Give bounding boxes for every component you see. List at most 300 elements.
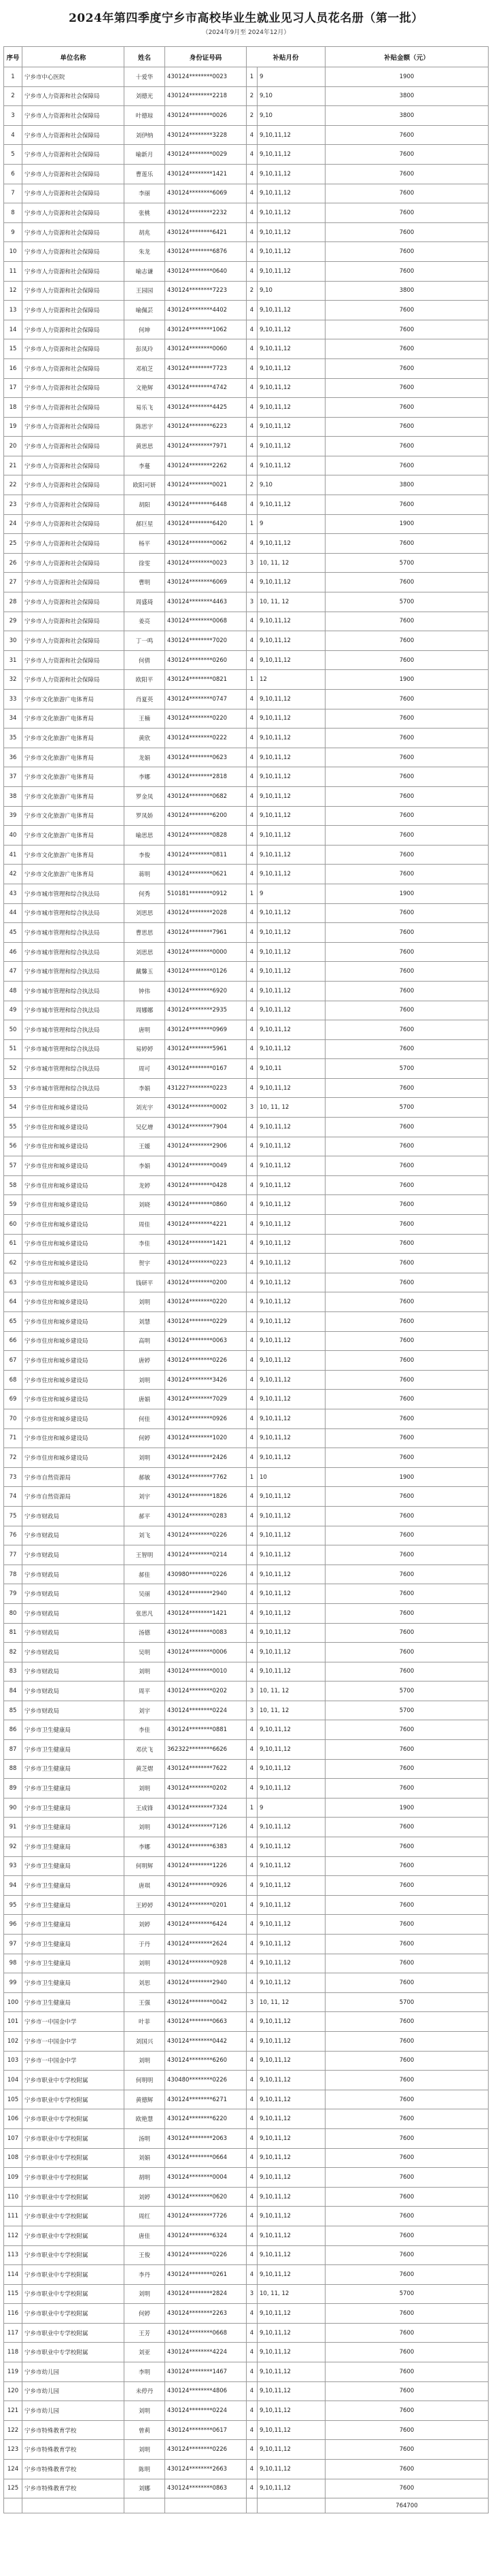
subsidy-amount: 7600	[326, 1390, 489, 1409]
subsidy-amount: 7600	[326, 1234, 489, 1254]
row-number: 112	[4, 2226, 22, 2245]
person-name: 黄思思	[124, 437, 165, 456]
month-count: 3	[247, 1992, 258, 2012]
subsidy-amount: 7600	[326, 301, 489, 320]
table-row	[4, 2381, 489, 2401]
person-name: 何明辉	[124, 1856, 165, 1876]
subsidy-amount: 7600	[326, 437, 489, 456]
months: 9,10,11,12	[258, 1390, 326, 1409]
subsidy-amount: 1900	[326, 884, 489, 903]
month-count: 4	[247, 2479, 258, 2498]
months: 10, 11, 12	[258, 1992, 326, 2012]
month-count: 4	[247, 806, 258, 826]
month-count: 2	[247, 86, 258, 106]
row-number: 47	[4, 962, 22, 982]
table-row	[4, 553, 489, 573]
person-name: 杨平	[124, 534, 165, 554]
subsidy-amount: 7600	[326, 1740, 489, 1760]
subsidy-amount: 5700	[326, 1992, 489, 2012]
subsidy-amount: 7600	[326, 1448, 489, 1468]
months: 9,10,11,12	[258, 2362, 326, 2382]
row-number: 86	[4, 1720, 22, 1740]
unit-name: 宁乡市卫生健康局	[22, 1759, 124, 1779]
unit-name: 宁乡市职业中专学校附属	[22, 2071, 124, 2090]
month-count: 4	[247, 2381, 258, 2401]
month-count: 3	[247, 1701, 258, 1720]
row-number: 40	[4, 826, 22, 846]
month-count: 4	[247, 2401, 258, 2421]
id-number: 430124********0200	[165, 1273, 247, 1292]
subsidy-amount: 7600	[326, 2187, 489, 2207]
person-name: 十爱华	[124, 67, 165, 87]
table-row	[4, 2051, 489, 2071]
id-number: 430124********6260	[165, 2051, 247, 2071]
months: 9,10,11,12	[258, 1234, 326, 1254]
months: 9,10,11,12	[258, 1643, 326, 1662]
table-row	[4, 2440, 489, 2460]
unit-name: 宁乡市住房和城乡建设局	[22, 1195, 124, 1215]
months: 9,10,11,12	[258, 709, 326, 729]
table-row	[4, 2109, 489, 2129]
unit-name: 宁乡市幼儿园	[22, 2362, 124, 2382]
person-name: 刘娟	[124, 2148, 165, 2168]
id-number: 430124********7904	[165, 1118, 247, 1137]
id-number: 430124********6223	[165, 417, 247, 437]
table-row	[4, 1175, 489, 1195]
month-count: 4	[247, 1273, 258, 1292]
subsidy-amount: 3800	[326, 106, 489, 126]
person-name: 曹莲乐	[124, 164, 165, 184]
row-number: 36	[4, 748, 22, 767]
months: 9,10,11,12	[258, 2148, 326, 2168]
id-number: 430124********0220	[165, 709, 247, 729]
id-number: 430124********0126	[165, 962, 247, 982]
months: 9,10,11,12	[258, 1720, 326, 1740]
unit-name: 宁乡市住房和城乡建设局	[22, 1234, 124, 1254]
id-number: 430124********4402	[165, 301, 247, 320]
id-number: 430124********0042	[165, 1992, 247, 2012]
row-number: 32	[4, 670, 22, 690]
subsidy-amount: 7600	[326, 1175, 489, 1195]
id-number: 430124********7324	[165, 1798, 247, 1818]
months: 9,10,11,12	[258, 1409, 326, 1428]
id-number: 430124********4463	[165, 592, 247, 612]
month-count: 4	[247, 437, 258, 456]
row-number: 80	[4, 1603, 22, 1623]
row-number: 108	[4, 2148, 22, 2168]
months: 9,10,11,12	[258, 2343, 326, 2362]
person-name: 汤明	[124, 2128, 165, 2148]
unit-name: 宁乡市人力资源和社会保障局	[22, 261, 124, 281]
subsidy-amount: 3800	[326, 281, 489, 301]
months: 9,10	[258, 86, 326, 106]
row-number: 117	[4, 2323, 22, 2343]
months: 9,10,11,12	[258, 495, 326, 515]
unit-name: 宁乡市特殊教育学校	[22, 2460, 124, 2479]
row-number: 39	[4, 806, 22, 826]
table-row	[4, 2207, 489, 2226]
subsidy-amount: 7600	[326, 1837, 489, 1857]
unit-name: 宁乡市职业中专学校附属	[22, 2304, 124, 2324]
person-name: 刘慧	[124, 1312, 165, 1332]
id-number: 430124********7622	[165, 1759, 247, 1779]
row-number: 59	[4, 1195, 22, 1215]
unit-name: 宁乡市住房和城乡建设局	[22, 1390, 124, 1409]
row-number: 29	[4, 612, 22, 631]
table-row	[4, 1001, 489, 1020]
table-row	[4, 981, 489, 1001]
subsidy-amount: 7600	[326, 1915, 489, 1935]
table-row	[4, 650, 489, 670]
table-row	[4, 281, 489, 301]
month-count: 4	[247, 1818, 258, 1837]
months: 10, 11, 12	[258, 2284, 326, 2304]
month-count: 4	[247, 1039, 258, 1059]
row-number: 31	[4, 650, 22, 670]
table-row	[4, 475, 489, 495]
months: 9,10,11,12	[258, 534, 326, 554]
id-number: 430124********0021	[165, 475, 247, 495]
table-row	[4, 1565, 489, 1584]
months: 9,10,11,12	[258, 1545, 326, 1565]
id-number: 430124********0214	[165, 1545, 247, 1565]
table-row	[4, 748, 489, 767]
row-number: 82	[4, 1643, 22, 1662]
subsidy-amount: 7600	[326, 1779, 489, 1799]
person-name: 肖夏英	[124, 690, 165, 709]
id-number: 362322********6626	[165, 1740, 247, 1760]
person-name: 刘思思	[124, 903, 165, 923]
subsidy-amount: 7600	[326, 631, 489, 651]
months: 9,10,11,12	[258, 1020, 326, 1040]
month-count: 4	[247, 631, 258, 651]
table-row	[4, 2187, 489, 2207]
month-count: 4	[247, 1215, 258, 1235]
row-number: 125	[4, 2479, 22, 2498]
subsidy-amount: 7600	[326, 222, 489, 242]
month-count: 3	[247, 1682, 258, 1701]
subsidy-amount: 7600	[326, 2207, 489, 2226]
unit-name: 宁乡市卫生健康局	[22, 1856, 124, 1876]
months: 9	[258, 514, 326, 534]
table-row	[4, 320, 489, 339]
id-number: 430124********0283	[165, 1506, 247, 1526]
id-number: 430124********2218	[165, 86, 247, 106]
months: 9,10,11,12	[258, 1351, 326, 1371]
subsidy-amount: 5700	[326, 592, 489, 612]
table-row	[4, 1856, 489, 1876]
month-count: 4	[247, 2265, 258, 2285]
subsidy-amount: 7600	[326, 2343, 489, 2362]
table-row	[4, 709, 489, 729]
months: 9,10,11,12	[258, 1331, 326, 1351]
table-row	[4, 2148, 489, 2168]
person-name: 刘明	[124, 1448, 165, 1468]
months: 9,10,11,12	[258, 1039, 326, 1059]
table-row	[4, 1720, 489, 1740]
id-number: 430124********0926	[165, 1876, 247, 1896]
id-number: 430124********0442	[165, 2031, 247, 2051]
id-number: 430124********0623	[165, 748, 247, 767]
unit-name: 宁乡市人力资源和社会保障局	[22, 475, 124, 495]
months: 9,10	[258, 475, 326, 495]
row-number: 18	[4, 398, 22, 418]
months: 10, 11, 12	[258, 553, 326, 573]
table-row	[4, 1662, 489, 1682]
id-number: 430124********0062	[165, 534, 247, 554]
subsidy-amount: 7600	[326, 2362, 489, 2382]
month-count: 4	[247, 709, 258, 729]
id-number: 430124********2824	[165, 2284, 247, 2304]
person-name: 刘宇	[124, 1487, 165, 1507]
person-name: 唐明	[124, 1020, 165, 1040]
month-count: 4	[247, 1292, 258, 1312]
month-count: 4	[247, 2109, 258, 2129]
row-number: 42	[4, 865, 22, 884]
id-number: 430124********0821	[165, 670, 247, 690]
row-number: 28	[4, 592, 22, 612]
id-number: 430124********1062	[165, 320, 247, 339]
id-number: 430124********3426	[165, 1370, 247, 1390]
unit-name: 宁乡市财政局	[22, 1545, 124, 1565]
month-count: 4	[247, 1565, 258, 1584]
table-row	[4, 826, 489, 846]
id-number: 430124********0428	[165, 1175, 247, 1195]
row-number: 89	[4, 1779, 22, 1799]
months: 9,10,11,12	[258, 1370, 326, 1390]
id-number: 430124********0811	[165, 845, 247, 865]
unit-name: 宁乡市住房和城乡建设局	[22, 1215, 124, 1235]
subsidy-amount: 7600	[326, 1895, 489, 1915]
row-number: 92	[4, 1837, 22, 1857]
month-count: 4	[247, 748, 258, 767]
unit-name: 宁乡市文化旅游广电体育局	[22, 865, 124, 884]
month-count: 4	[247, 203, 258, 223]
table-row	[4, 1292, 489, 1312]
id-number: 430124********6448	[165, 495, 247, 515]
months: 10, 11, 12	[258, 1682, 326, 1701]
months: 9,10,11,12	[258, 2071, 326, 2090]
month-count: 4	[247, 2148, 258, 2168]
month-count: 4	[247, 845, 258, 865]
table-row	[4, 534, 489, 554]
subsidy-amount: 7600	[326, 942, 489, 962]
months: 9,10,11,12	[258, 320, 326, 339]
subsidy-amount: 1900	[326, 1467, 489, 1487]
month-count: 4	[247, 184, 258, 203]
unit-name: 宁乡市人力资源和社会保障局	[22, 203, 124, 223]
months: 9,10,11,12	[258, 2381, 326, 2401]
table-row	[4, 1118, 489, 1137]
months: 10, 11, 12	[258, 592, 326, 612]
row-number: 1	[4, 67, 22, 87]
months: 9,10,11,12	[258, 1254, 326, 1273]
unit-name: 宁乡市财政局	[22, 1506, 124, 1526]
months: 9,10,11,12	[258, 2012, 326, 2032]
months: 9,10,11	[258, 1059, 326, 1079]
months: 9	[258, 1798, 326, 1818]
subsidy-amount: 7600	[326, 164, 489, 184]
row-number: 120	[4, 2381, 22, 2401]
id-number: 430124********0828	[165, 826, 247, 846]
person-name: 刘明	[124, 2440, 165, 2460]
subsidy-amount: 7600	[326, 1156, 489, 1176]
unit-name: 宁乡市人力资源和社会保障局	[22, 553, 124, 573]
month-count: 4	[247, 650, 258, 670]
unit-name: 宁乡市住房和城乡建设局	[22, 1409, 124, 1428]
months: 9,10,11,12	[258, 1273, 326, 1292]
id-number: 430124********0023	[165, 67, 247, 87]
id-number: 430124********0004	[165, 2168, 247, 2188]
id-number: 430124********0060	[165, 339, 247, 359]
row-number: 57	[4, 1156, 22, 1176]
table-row	[4, 2168, 489, 2188]
table-row	[4, 1467, 489, 1487]
unit-name: 宁乡市人力资源和社会保障局	[22, 242, 124, 262]
table-row	[4, 164, 489, 184]
table-row	[4, 2362, 489, 2382]
table-row	[4, 1759, 489, 1779]
row-number: 3	[4, 106, 22, 126]
month-count: 4	[247, 1020, 258, 1040]
month-count: 4	[247, 1137, 258, 1156]
month-count: 4	[247, 2362, 258, 2382]
months: 10, 11, 12	[258, 1701, 326, 1720]
person-name: 欧艳慧	[124, 2109, 165, 2129]
table-row	[4, 670, 489, 690]
id-number: 430124********0226	[165, 2440, 247, 2460]
subsidy-amount: 7600	[326, 1935, 489, 1954]
id-number: 430124********7029	[165, 1390, 247, 1409]
person-name: 未停丹	[124, 2381, 165, 2401]
month-count: 4	[247, 2245, 258, 2265]
months: 9,10,11,12	[258, 1312, 326, 1332]
unit-name: 宁乡市城市管理和综合执法局	[22, 962, 124, 982]
months: 9,10,11,12	[258, 2168, 326, 2188]
id-number: 430124********7961	[165, 923, 247, 943]
person-name: 高明	[124, 1331, 165, 1351]
unit-name: 宁乡市职业中专学校附属	[22, 2245, 124, 2265]
months: 9,10,11,12	[258, 1623, 326, 1643]
person-name: 张思凡	[124, 1603, 165, 1623]
row-number: 110	[4, 2187, 22, 2207]
id-number: 430124********0068	[165, 612, 247, 631]
subsidy-amount: 7600	[326, 2440, 489, 2460]
unit-name: 宁乡市幼儿园	[22, 2401, 124, 2421]
id-number: 430124********0063	[165, 1331, 247, 1351]
row-number: 119	[4, 2362, 22, 2382]
person-name: 喻新月	[124, 145, 165, 165]
id-number: 430124********7223	[165, 281, 247, 301]
header-row	[4, 47, 489, 67]
month-count: 4	[247, 1973, 258, 1993]
month-count: 4	[247, 398, 258, 418]
row-number: 90	[4, 1798, 22, 1818]
subsidy-amount: 7600	[326, 650, 489, 670]
row-number: 34	[4, 709, 22, 729]
id-number: 430124********2940	[165, 1584, 247, 1604]
month-count: 4	[247, 417, 258, 437]
person-name: 姜亮	[124, 612, 165, 631]
month-count: 4	[247, 378, 258, 398]
table-row	[4, 378, 489, 398]
row-number: 106	[4, 2109, 22, 2129]
unit-name: 宁乡市人力资源和社会保障局	[22, 612, 124, 631]
row-number: 83	[4, 1662, 22, 1682]
table-row	[4, 1390, 489, 1409]
unit-name: 宁乡市卫生健康局	[22, 1720, 124, 1740]
row-number: 123	[4, 2440, 22, 2460]
table-row	[4, 1137, 489, 1156]
months: 9,10,11,12	[258, 339, 326, 359]
unit-name: 宁乡市人力资源和社会保障局	[22, 358, 124, 378]
person-name: 郝巨星	[124, 514, 165, 534]
id-number: 430124********1421	[165, 1603, 247, 1623]
person-name: 周平	[124, 1682, 165, 1701]
id-number: 430124********0226	[165, 1351, 247, 1371]
id-number: 430124********0002	[165, 1098, 247, 1118]
month-count: 4	[247, 1234, 258, 1254]
unit-name: 宁乡市人力资源和社会保障局	[22, 631, 124, 651]
months: 9,10,11,12	[258, 2128, 326, 2148]
subsidy-amount: 7600	[326, 2168, 489, 2188]
month-count: 4	[247, 2304, 258, 2324]
subsidy-amount: 7600	[326, 2031, 489, 2051]
subsidy-amount: 7600	[326, 826, 489, 846]
id-number: 430124********6200	[165, 806, 247, 826]
row-number: 111	[4, 2207, 22, 2226]
unit-name: 宁乡市职业中专学校附属	[22, 2265, 124, 2285]
row-number: 51	[4, 1039, 22, 1059]
unit-name: 宁乡市一中国金中学	[22, 2051, 124, 2071]
person-name: 叶德琼	[124, 106, 165, 126]
person-name: 曾莉	[124, 2420, 165, 2440]
month-count: 4	[247, 1487, 258, 1507]
row-number: 113	[4, 2245, 22, 2265]
person-name: 张桃	[124, 203, 165, 223]
row-number: 72	[4, 1448, 22, 1468]
month-count: 4	[247, 2207, 258, 2226]
col-header-unit: 单位名称	[22, 47, 124, 67]
months: 9,10,11,12	[258, 767, 326, 787]
unit-name: 宁乡市特殊教育学校	[22, 2479, 124, 2498]
unit-name: 宁乡市住房和城乡建设局	[22, 1312, 124, 1332]
subsidy-amount: 7600	[326, 339, 489, 359]
id-number: 430124********0224	[165, 1701, 247, 1720]
table-row	[4, 1409, 489, 1428]
row-number: 88	[4, 1759, 22, 1779]
person-name: 易婷婷	[124, 1039, 165, 1059]
person-name: 刘飞	[124, 1526, 165, 1545]
table-row	[4, 1682, 489, 1701]
unit-name: 宁乡市住房和城乡建设局	[22, 1273, 124, 1292]
unit-name: 宁乡市财政局	[22, 1682, 124, 1701]
months: 9,10,11,12	[258, 1779, 326, 1799]
subsidy-amount: 7600	[326, 2226, 489, 2245]
id-number: 430124********1421	[165, 1234, 247, 1254]
subsidy-amount: 5700	[326, 1701, 489, 1720]
person-name: 龙娟	[124, 748, 165, 767]
id-number: 430124********0226	[165, 2245, 247, 2265]
month-count: 4	[247, 1059, 258, 1079]
subsidy-amount: 1900	[326, 67, 489, 87]
id-number: 430124********4742	[165, 378, 247, 398]
months: 9,10,11,12	[258, 748, 326, 767]
id-number: 430980********0226	[165, 1565, 247, 1584]
unit-name: 宁乡市卫生健康局	[22, 1837, 124, 1857]
month-count: 4	[247, 242, 258, 262]
months: 9,10,11,12	[258, 398, 326, 418]
